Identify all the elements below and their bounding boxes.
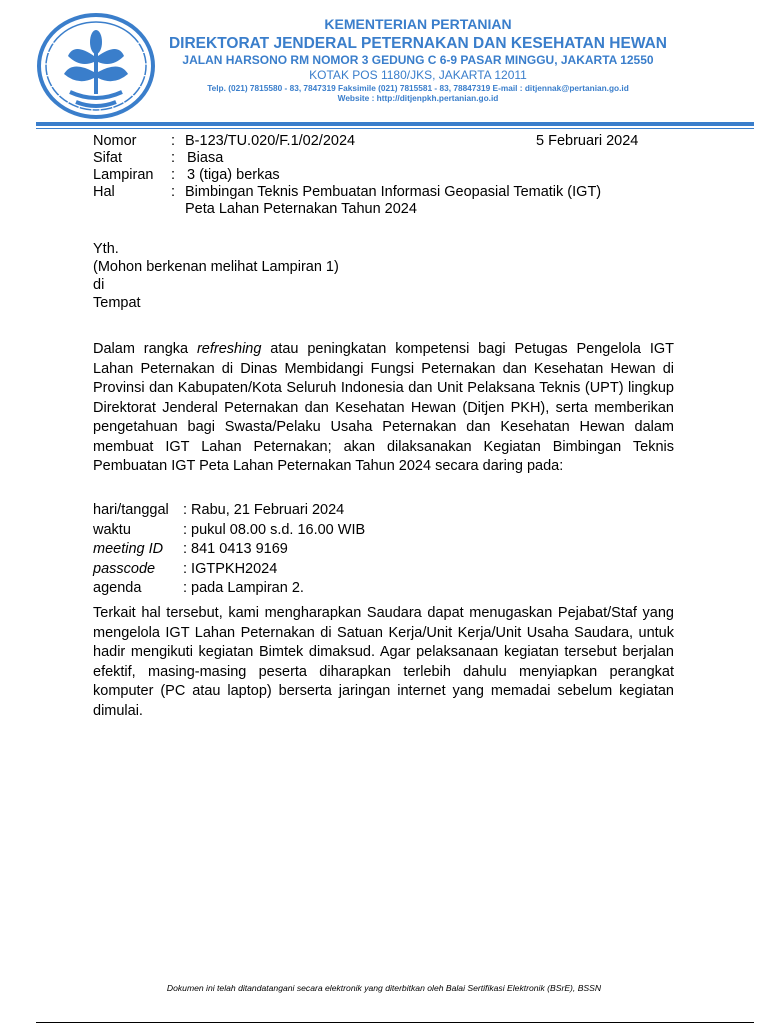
- detail-label: meeting ID: [93, 541, 164, 557]
- paragraph-1-start: Dalam rangka: [93, 341, 197, 357]
- office-address: JALAN HARSONO RM NOMOR 3 GEDUNG C 6-9 PASAR MINGGU, JAKARTA 12550: [182, 52, 654, 67]
- website: Website : http://ditjenpkh.pertanian.go.id: [337, 93, 499, 104]
- detail-row: [93, 521, 365, 541]
- colon: :: [171, 133, 176, 149]
- letterhead-rule-thin: [36, 128, 754, 129]
- lampiran-value: 3 (tiga) berkas: [187, 167, 280, 183]
- addressee-yth: Yth.: [93, 241, 119, 257]
- colon: :: [171, 184, 176, 200]
- detail-label: agenda: [93, 580, 142, 596]
- meta-lampiran: [93, 167, 601, 184]
- po-box: KOTAK POS 1180/JKS, JAKARTA 12011: [309, 67, 527, 82]
- detail-label: passcode: [93, 560, 156, 577]
- detail-row: [93, 501, 365, 521]
- meta-nomor: [93, 133, 601, 150]
- addressee-line-1: (Mohon berkenan melihat Lampiran 1): [93, 259, 339, 275]
- addressee-line-3: Tempat: [93, 295, 141, 311]
- letterhead: [150, 16, 686, 104]
- letterhead-rule-thick: [36, 122, 754, 126]
- detail-label: hari/tanggal: [93, 502, 169, 518]
- ministry-name: KEMENTERIAN PERTANIAN: [324, 16, 512, 32]
- colon: :: [171, 150, 176, 166]
- ministry-logo-icon: [36, 12, 156, 120]
- detail-value: : IGTPKH2024: [183, 560, 278, 577]
- sifat-value: Biasa: [187, 150, 224, 166]
- nomor-value: B-123/TU.020/F.1/02/2024: [185, 133, 356, 149]
- addressee-line-2: di: [93, 277, 105, 293]
- detail-row: [93, 560, 365, 580]
- hal-value: [183, 184, 601, 218]
- colon: :: [171, 167, 176, 183]
- paragraph-1: [93, 340, 674, 477]
- contact-info: Telp. (021) 7815580 - 83, 7847319 Faksimile (021) 7815581 - 83, 78847319 E-mail : ditjennak@pertanian.go.id: [207, 82, 629, 93]
- event-details: [93, 501, 365, 599]
- detail-row: [93, 579, 365, 599]
- detail-value: : pukul 08.00 s.d. 16.00 WIB: [183, 521, 366, 538]
- paragraph-1-italic: refreshing: [196, 341, 262, 357]
- meta-sifat: [93, 150, 601, 167]
- paragraph-1-rest: atau peningkatan kompetensi bagi Petugas Pengelola IGT Lahan Peternakan di Dinas Membidangi Fungsi Peternakan dan Kesehatan Hewan di Provinsi dan Kabupaten/Kota Seluruh Indonesia dan Unit Pelaksana Teknis (UPT) lingkup Direktorat Jenderal Peternakan dan Kesehatan Hewan (Ditjen PKH), serta memberikan pengetahuan bagi Swasta/Pelaku Usaha Peternakan dan Kesehatan Hewan dalam membuat IGT Lahan Peternakan; akan dilaksanakan Kegiatan Bimbingan Teknis Pembuatan IGT Peta Lahan Peternakan Tahun 2024 secara daring pada:: [93, 341, 675, 474]
- hal-line-2: Peta Lahan Peternakan Tahun 2024: [185, 201, 417, 217]
- detail-value: : 841 0413 9169: [183, 541, 288, 557]
- detail-label: waktu: [93, 521, 131, 538]
- letter-meta: [93, 133, 601, 218]
- sifat-label: Sifat: [93, 150, 123, 166]
- directorate-name: DIREKTORAT JENDERAL PETERNAKAN DAN KESEHATAN HEWAN: [168, 34, 668, 52]
- paragraph-2: Terkait hal tersebut, kami mengharapkan Saudara dapat menugaskan Pejabat/Staf yang mengelola IGT Lahan Peternakan di Satuan Kerja/Unit Kerja/Unit Usaha Saudara, untuk hadir mengikuti kegiatan Bimtek dimaksud. Agar pelaksanaan kegiatan tersebut berjalan efektif, masing-masing peserta diharapkan terlebih dahulu menyiapkan perangkat komputer (PC atau laptop) berserta jaringan internet yang memadai sebelum kegiatan dimulai.: [93, 605, 674, 719]
- hal-line-1: Bimbingan Teknis Pembuatan Informasi Geopasial Tematik (IGT): [185, 184, 602, 200]
- lampiran-label: Lampiran: [93, 167, 154, 183]
- letter-date: 5 Februari 2024: [536, 133, 639, 149]
- e-signature-note: Dokumen ini telah ditandatangani secara elektronik yang diterbitkan oleh Balai Sertifikasi Elektronik (BSrE), BSSN: [166, 983, 602, 993]
- addressee: [93, 240, 339, 312]
- meta-hal: [93, 184, 601, 218]
- detail-value: : Rabu, 21 Februari 2024: [183, 502, 345, 518]
- detail-row: [93, 540, 365, 560]
- hal-label: Hal: [93, 184, 115, 200]
- nomor-label: Nomor: [93, 133, 137, 149]
- footer-rule: [36, 1022, 754, 1023]
- detail-value: : pada Lampiran 2.: [183, 580, 304, 596]
